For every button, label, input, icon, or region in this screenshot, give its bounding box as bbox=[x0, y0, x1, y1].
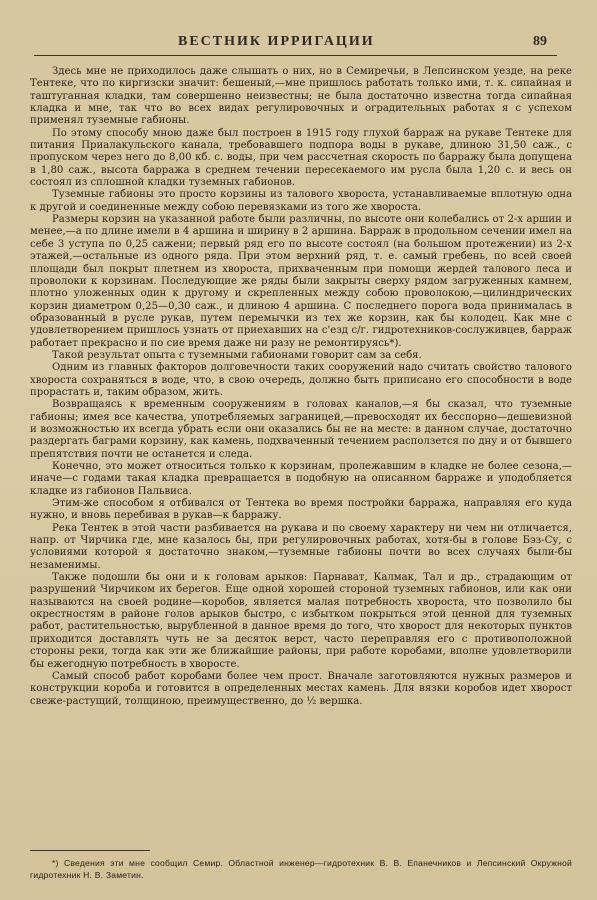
header-rule bbox=[34, 55, 557, 56]
paragraph: Такой результат опыта с туземными габионами говорит сам за себя. bbox=[52, 349, 422, 361]
paragraph: Этим-же способом я отбивался от Тентека во время постройки барража, направляя его куда нужно, и вновь перебивая в рукав—к барражу. bbox=[30, 498, 572, 522]
paragraph: Размеры корзин на указанной работе были различны, по высоте они колебались от 2-х аршин и менее,—а по длине имели в 4 аршина и ширину в 2 аршина. Барраж в продольном сечении имел на себе 3 уступа по 0,25 сажени; первый ряд его по высоте состоял (на большом протежении) из 2-х этажей,—остальные из одного ряда. При этом верхний ряд, т. е. самый гребень, по всей своей площади был покрыт плетнем из хворостa, прихваченным при помощи жердей талового леса и проволоки к корзинам. Последующие же ряды были закрыты сверху рядом загруженных камнем, плотно уложенных один к другому и скрепленных между собою проволокою,—цилиндрических корзин диаметром 0,25—0,30 саж., и длиною 4 аршина. С последнего порога вода принималась в образованный в русле рукав, путем перемычки из тех же корзин, как бы колодец. Как мне с удовлетворением пришлось узнать от приехавших на с'езд с/г. гидротехников-сослуживцев, барраж работает прекрасно и по сие время даже ни разу не ремонтируясь*). bbox=[30, 214, 572, 349]
paragraph: Здесь мне не приходилось даже слышать о них, но в Семиречьи, в Лепсинском уезде, на реке Тентеке, что по киргизски значит: бешеный,—мне пришлось работать только ими, т. к. сипайная и таштуганная кладки, там совершенно неизвестны; не была достаточно известна тогда сипайная кладка и мне, так что во всех видах регулировочных и оградительных работах я с успехом применял туземные габионы. bbox=[30, 66, 572, 127]
journal-title: ВЕСТНИК ИРРИГАЦИИ bbox=[178, 34, 375, 49]
paragraph: По этому способу мною даже был построен в 1915 году глухой барраж на рукаве Тентеке для питания Приалакульского канала, требовавшего подпора воды в рукаве, длиною 31,50 саж., с пропуском через него до 8,00 кб. с. воды, при чем рассчетная скорость по барражу была допущена в 1,80 саж., высота барража в среднем течении пересекаемого им русла была 1,20 с. и весь он состоял из сплошной кладки туземных габионов. bbox=[30, 127, 572, 189]
paragraph: Также подошли бы они и к головам арыков: Парнават, Калмак, Тал и др., страдающим от разрушений Чирчиком их берегов. Еще одной хорошей стороной туземных габионов, или как они называются на своей родине—коробов, является малая потребность хворостa, что позволило бы окрестностям в районе голов арыков быстро, с избытком покрыться этой ценной для туземных работ, растительностью, вырубленной в данное время до того, что хворост для некоторых пунктов приходится доставлять чуть не за десяток верст, часто переправляя его с противоположной стороны реки, тогда как эти же ближайшие районы, при работе коробами, вполне удовлетворили бы ежегодную потребность в хворосте. bbox=[30, 572, 572, 670]
paragraph: Одним из главных факторов долговечности таких сооружений надо считать свойство талового хворостa сохраняться в воде, что, в свою очередь, должно быть приписано его способности в воде прорастать и, таким образом, жить. bbox=[30, 362, 572, 398]
footnote bbox=[30, 857, 572, 881]
footnote-text: *) Сведения эти мне сообщил Семир. Областной инженер—гидротехник В. В. Епанечников и Лепсинский Окружной гидротехник Н. В. Заметин. bbox=[30, 858, 572, 880]
paragraph: Река Тентек в этой части разбивается на рукава и по своему характеру ни чем ни отличается, напр. от Чирчика где, мне казалось бы, при регулировочных работах, хотя-бы в голове Бэз-Су, с условиями которой я достаточно знаком,—туземные габионы почти во всех случаях были-бы незаменимы. bbox=[30, 522, 572, 571]
footnote-rule bbox=[30, 850, 150, 851]
page-number: 89 bbox=[533, 34, 547, 49]
running-header bbox=[0, 28, 597, 54]
paragraph: Возвращаясь к временным сооружениям в головах каналов,—я бы сказал, что туземные габионы; имея все качества, употребляемых заграницей,—превосходят их бесспорно—дешевизной и возможностью их всегда убрать если они оказались бы не на месте: в данном случае, достаточно раздергать баграми корзину, как камень, подхваченный течением расползется по дну и от бывшего препятствия почти не останется и следа. bbox=[30, 399, 572, 460]
article-body bbox=[30, 66, 572, 708]
paragraph: Конечно, это может относиться только к корзинам, пролежавшим в кладке не более сезона,—иначе—с годами такая кладка превращается в подобную на описанном барраже и уподобляется кладке из габионов Пальвиса. bbox=[30, 461, 572, 497]
paragraph: Туземные габионы это просто корзины из талового хворостa, устанавливаемые вплотную одна к другой и соединенные между собою перевязками из того же хвороста. bbox=[30, 189, 572, 213]
paragraph: Самый способ работ коробами более чем прост. Вначале заготовляются нужных размеров и конструкции короба и готовится в определенных местах камень. Для вязки коробов идет хворост свеже-растущий, толщиною, преимущественно, до ½ вершка. bbox=[30, 670, 572, 707]
